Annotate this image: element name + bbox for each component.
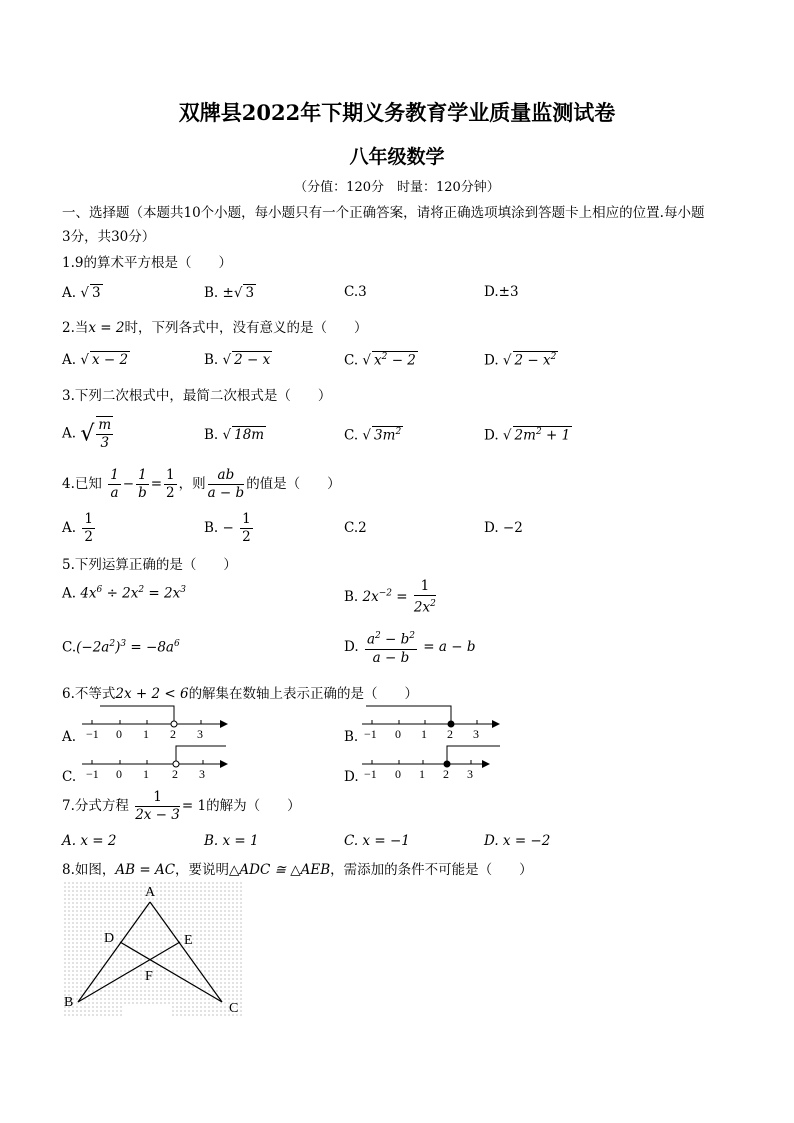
q4-f3-num: 1 [166,467,175,483]
q2-stem [62,316,368,336]
q3-a-label: A. [62,425,77,442]
q2-option-a: A. √ x − 2 [62,352,129,368]
tick-label: 3 [199,767,205,780]
q6-b-label: B. [344,729,359,745]
q7-option-a: A. x = 2 [62,833,117,849]
q2-d-exp: 2 [550,352,557,362]
q5-a-label: A. [62,585,77,602]
q1-a-label: A. [62,285,77,301]
q3-b-value: 18m [234,427,265,443]
q4-a-den: 2 [84,529,93,545]
q4-post: 的值是（ ） [246,476,341,492]
q5-a-e1: 6 [96,585,103,595]
vertex-label-d: D [104,931,115,946]
q2-b-value: 2 − x [234,352,271,368]
tick-label: 3 [467,767,473,780]
q5-b-t1: 2x [362,588,379,605]
q6-option-d-number-line [360,744,510,780]
q5-stem: 5.下列运算正确的是（ ） [62,557,237,573]
q4-minus: − [122,476,135,492]
q4-mid: ，则 [178,476,206,492]
q5-option-b [344,578,438,617]
q5-d-num-mid: − b [380,631,410,648]
tick-label: 3 [197,727,203,740]
q6-option-b-number-line [360,704,510,740]
q2-c-label: C. [344,352,359,369]
q4-f1-num: 1 [110,467,119,483]
q5-b-e1: −2 [378,588,392,599]
tick-label: 2 [443,767,449,780]
tick-label: 1 [143,767,149,780]
q3-c-label: C. [344,427,359,444]
axis [82,760,228,768]
q2-cond: x = 2 [88,320,125,336]
tick-label: 0 [395,767,401,780]
axis [362,720,500,728]
q6-c-label: C. [62,769,77,785]
q2-option-d: D. √ $2 - x^2$ [484,352,557,369]
q4-option-a [62,511,97,546]
q6-ineq: 2x + 2 < 6 [115,686,189,702]
q4-option-d: D. −2 [484,520,523,536]
exam-title: 双牌县2022年下期义务教育学业质量监测试卷 [178,100,616,125]
exam-subject: 八年级数学 [349,146,445,168]
exam-score-time: （分值：120分 时量：120分钟） [294,180,500,195]
q4-option-b [204,511,255,546]
q4-f4-den: a − b [207,485,245,501]
tick-marks [372,720,477,724]
q3-d-rest: + 1 [541,427,571,444]
q3-option-a: A. √ $\frac{m}{3}$ [62,417,112,451]
q5-c-e3: 6 [173,639,180,649]
q5-d-den: a − b [372,649,410,666]
q6-pre: 6.不等式 [62,686,116,702]
q6-post: 的解集在数轴上表示正确的是（ ） [188,686,419,702]
q4-f2-num: 1 [138,467,147,483]
q8-pre: 8.如图， [62,862,116,878]
q1-option-c: C.3 [344,284,367,300]
q5-d-num-a: a [366,631,375,648]
q8-triangle-figure [64,882,244,1018]
q5-d-num-e2: 2 [409,631,416,641]
tick-label: −1 [364,727,377,740]
tick-label: 1 [419,767,425,780]
tick-label: −1 [86,767,99,780]
q6-a-label: A. [62,729,77,745]
q6-d-label: D. [344,769,359,785]
tick-marks [92,720,201,724]
q2-b-label: B. [204,352,219,368]
q2-a-value: x − 2 [91,352,129,368]
q4-b-den: 2 [242,529,251,545]
q2-option-b: B. √ 2 − x [204,352,271,368]
q5-c-t1: (−2a [76,639,110,656]
q2-pre: 2.当 [62,320,89,336]
q2-a-label: A. [62,352,77,368]
figure-background [64,882,242,1016]
q2-d-pre: 2 − [514,352,544,369]
q1-b-value: 3 [245,285,255,301]
q4-f3-den: 2 [166,485,175,501]
q7-f-num: 1 [135,789,180,807]
vertex-label-b: B [64,995,74,1010]
q5-c-t2: ) [115,639,121,656]
q2-c-exp: 2 [381,352,388,362]
q5-b-label: B. [344,588,359,605]
q5-d-num-e1: 2 [375,631,381,641]
q1-option-a: A. √ 3 [62,285,101,301]
q8-post: ，需添加的条件不可能是（ ） [330,862,533,878]
q3-a-den: 3 [100,435,110,451]
q7-option-c: C. x = −1 [344,833,410,849]
section-heading-line1: 一、选择题（本题共10个小题，每小题只有一个正确答案，请将正确选项填涂到答题卡上相应的位置.每小题 [62,205,705,221]
q1-stem: 1.9的算术平方根是（ ） [62,255,232,271]
q3-option-d: D. √ $2m^2 + 1$ [484,427,571,444]
q5-a-e2: 2 [138,585,145,595]
q5-b-eq: = [392,588,408,605]
q4-b-label: B. − [204,520,234,536]
q5-b-num: 1 [414,578,436,596]
q3-a-num: m [98,417,112,433]
q2-post: 时，下列各式中，没有意义的是（ ） [124,320,368,336]
q7-pre: 7.分式方程 [62,798,129,814]
vertex-label-e: E [184,933,193,948]
q1-b-pm: ± [222,285,234,301]
q4-stem [62,467,341,502]
q5-a-t1: 4x [80,585,97,602]
q5-d-label: D. [344,638,359,655]
q3-b-label: B. [204,427,219,443]
q7-option-b: B. x = 1 [204,833,259,849]
q5-option-c [62,639,180,656]
q7-stem [62,789,301,824]
q5-a-e3: 3 [180,585,186,595]
tick-label: −1 [364,767,377,780]
q5-a-eq: = 2x [144,585,181,602]
q7-f-den: 2x − 3 [135,807,180,823]
tick-marks [372,760,471,764]
figure-erased-patch [122,1004,170,1018]
section-heading-line2: 3分，共30分） [62,229,156,245]
q5-c-eq: = −8a [126,639,174,656]
solution-ray-left [100,706,174,720]
q2-option-c: C. √ $x^2 - 2$ [344,352,416,369]
tick-label: −1 [86,727,99,740]
q5-d-eq: = a − b [419,638,476,655]
solution-ray-left [366,706,451,720]
q7-post: = 1的解为（ ） [181,798,301,814]
q8-eq2: △ADC ≅ △AEB [229,862,331,878]
q3-option-b: B. √ 18m [204,427,265,443]
q1-b-label: B. [204,285,219,301]
q1-option-d: D.±3 [484,284,519,300]
q3-c-exp: 2 [395,427,402,437]
q5-b-den: 2x [413,599,431,616]
q3-c-base: 3m [374,427,396,444]
q4-eq: = [150,476,162,492]
q8-mid: ，要说明 [175,862,230,878]
q5-a-op: ÷ 2x [102,585,139,602]
tick-label: 0 [395,727,401,740]
q4-b-num: 1 [242,511,251,527]
q3-d-base: 2m [514,427,536,444]
tick-label: 0 [116,767,122,780]
q5-c-e1: 2 [109,639,116,649]
q1-option-b: B. ±√ 3 [204,285,255,301]
q2-d-base: x [543,352,551,369]
tick-label: 3 [473,727,479,740]
q4-f4-num: ab [208,467,245,485]
q4-f2-den: b [138,485,147,501]
tick-label: 2 [447,727,453,740]
q5-option-a [62,585,186,602]
q8-stem [62,858,533,878]
q8-eq1: AB = AC [115,862,176,878]
tick-label: 2 [170,727,176,740]
axis [82,720,228,728]
q2-c-base: x [374,352,382,369]
vertex-label-a: A [145,885,156,900]
tick-label: 1 [421,727,427,740]
q3-stem: 3.下列二次根式中，最简二次根式是（ ） [62,388,332,404]
q4-a-num: 1 [84,511,93,527]
q2-d-label: D. [484,352,499,369]
q3-d-exp: 2 [535,427,542,437]
q7-option-d: D. x = −2 [484,833,551,849]
tick-marks [92,760,203,764]
q3-option-c: C. √ $3m^2$ [344,427,402,444]
vertex-label-f: F [145,969,153,984]
tick-label: 2 [172,767,178,780]
solution-ray-right [447,746,500,760]
q2-c-rest: − 2 [387,352,416,369]
vertex-label-c: C [229,1001,239,1016]
tick-label: 1 [143,727,149,740]
q3-d-label: D. [484,427,499,444]
tick-label: 0 [116,727,122,740]
q6-option-c-number-line [80,744,230,780]
q6-stem [62,682,418,702]
q4-f1-den: a [110,485,119,501]
q4-pre: 4.已知 [62,476,102,492]
q5-c-label: C. [62,639,77,656]
solution-ray-right [176,746,226,760]
q5-option-d [344,628,476,667]
q4-option-c: C.2 [344,520,367,536]
q4-a-label: A. [62,520,77,536]
q6-option-a-number-line [80,704,230,740]
q5-c-e2: 3 [120,639,127,649]
q5-b-den-exp: 2 [430,599,436,609]
q1-a-value: 3 [91,285,101,301]
